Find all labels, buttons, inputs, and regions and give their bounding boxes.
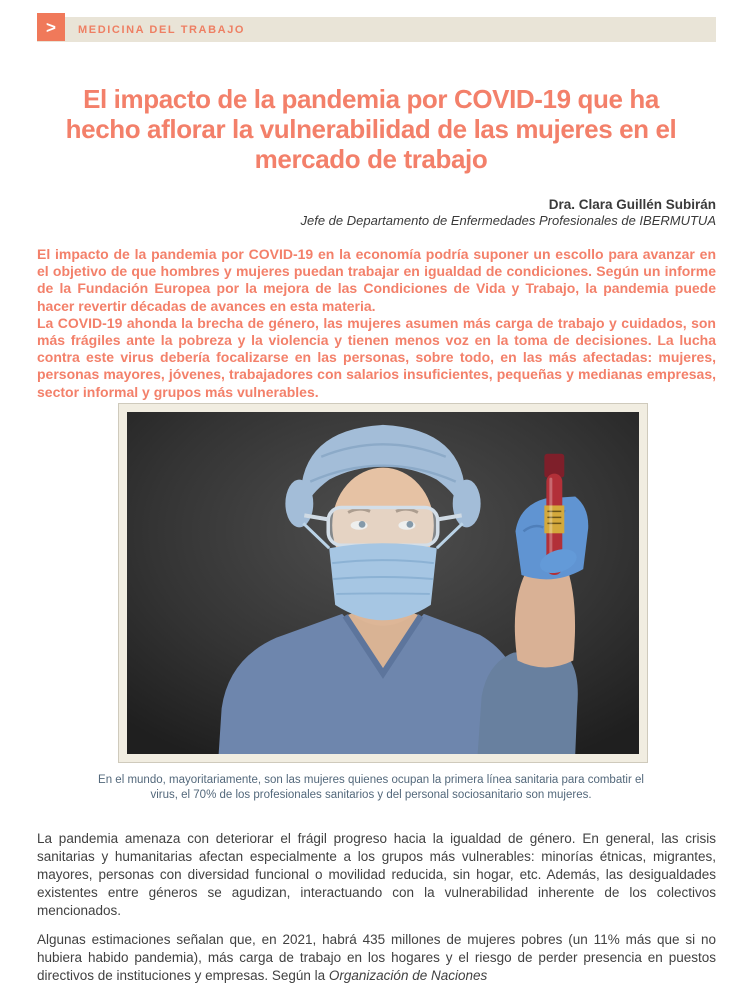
photo-frame bbox=[118, 403, 648, 763]
photo-caption: En el mundo, mayoritariamente, son las mujeres quienes ocupan la primera línea sanitaria para combatir el virus, el 70% de los profesionales sanitarios y del personal sociosanitario son mujeres. bbox=[98, 774, 644, 801]
body-paragraph-text: Algunas estimaciones señalan que, en 2021, habrá 435 millones de mujeres pobres (un 11% más que si no hubiera habido pandemia), más carga de trabajo en los hogares y el riesgo de perder presencia en puestos directivos de instituciones y empresas. Según la bbox=[37, 932, 716, 983]
article-body bbox=[37, 830, 716, 985]
lead-paragraph: El impacto de la pandemia por COVID-19 en la economía podría suponer un escollo para avanzar en el objetivo de que hombres y mujeres puedan trabajar en igualdad de condiciones. Según un informe de la Fundación Europea por la mejora de las Condiciones de Vida y Trabajo, la pandemia puede hacer revertir décadas de avances en esta materia. bbox=[37, 246, 716, 314]
section-header-band bbox=[37, 17, 716, 42]
author-block bbox=[26, 196, 716, 229]
nurse-photo bbox=[127, 412, 639, 754]
page-title-line-1: El impacto de la pandemia por COVID-19 que ha bbox=[83, 84, 659, 114]
chevron-right-icon: > bbox=[37, 13, 65, 41]
page-title-line-2: hecho aflorar la vulnerabilidad de las mujeres en el bbox=[65, 114, 677, 144]
nurse-photo-illustration bbox=[127, 412, 639, 754]
author-name: Dra. Clara Guillén Subirán bbox=[548, 197, 716, 212]
body-paragraph-italic: Organización de Naciones bbox=[328, 968, 488, 983]
page-title bbox=[36, 84, 706, 174]
body-paragraph bbox=[37, 931, 716, 985]
author-role: Jefe de Departamento de Enfermedades Profesionales de IBERMUTUA bbox=[300, 213, 716, 228]
lead-paragraph: La COVID-19 ahonda la brecha de género, las mujeres asumen más carga de trabajo y cuidados, son más frágiles ante la pobreza y la violencia y tienen menos voz en la toma de decisiones. La lucha contra este virus debería focalizarse en las personas, sobre todo, en las más afectadas: mujeres, personas mayores, jóvenes, trabajadores con salarios insuficientes, pequeñas y medianas empresas, sector informal y grupos más vulnerables. bbox=[37, 314, 716, 400]
body-paragraph: La pandemia amenaza con deteriorar el frágil progreso hacia la igualdad de género. En general, las crisis sanitarias y humanitarias afectan especialmente a los grupos más vulnerables: minorías étnicas, migrantes, mayores, personas con diversidad funcional o movilidad reducida, sin hogar, etc. Además, las desigualdades existentes entre géneros se agudizan, interactuando con la vulnerabilidad inherente de los colectivos mencionados. bbox=[37, 831, 716, 918]
section-label: MEDICINA DEL TRABAJO bbox=[78, 24, 246, 36]
lead-intro bbox=[37, 246, 716, 401]
page-title-line-3: mercado de trabajo bbox=[254, 144, 488, 174]
